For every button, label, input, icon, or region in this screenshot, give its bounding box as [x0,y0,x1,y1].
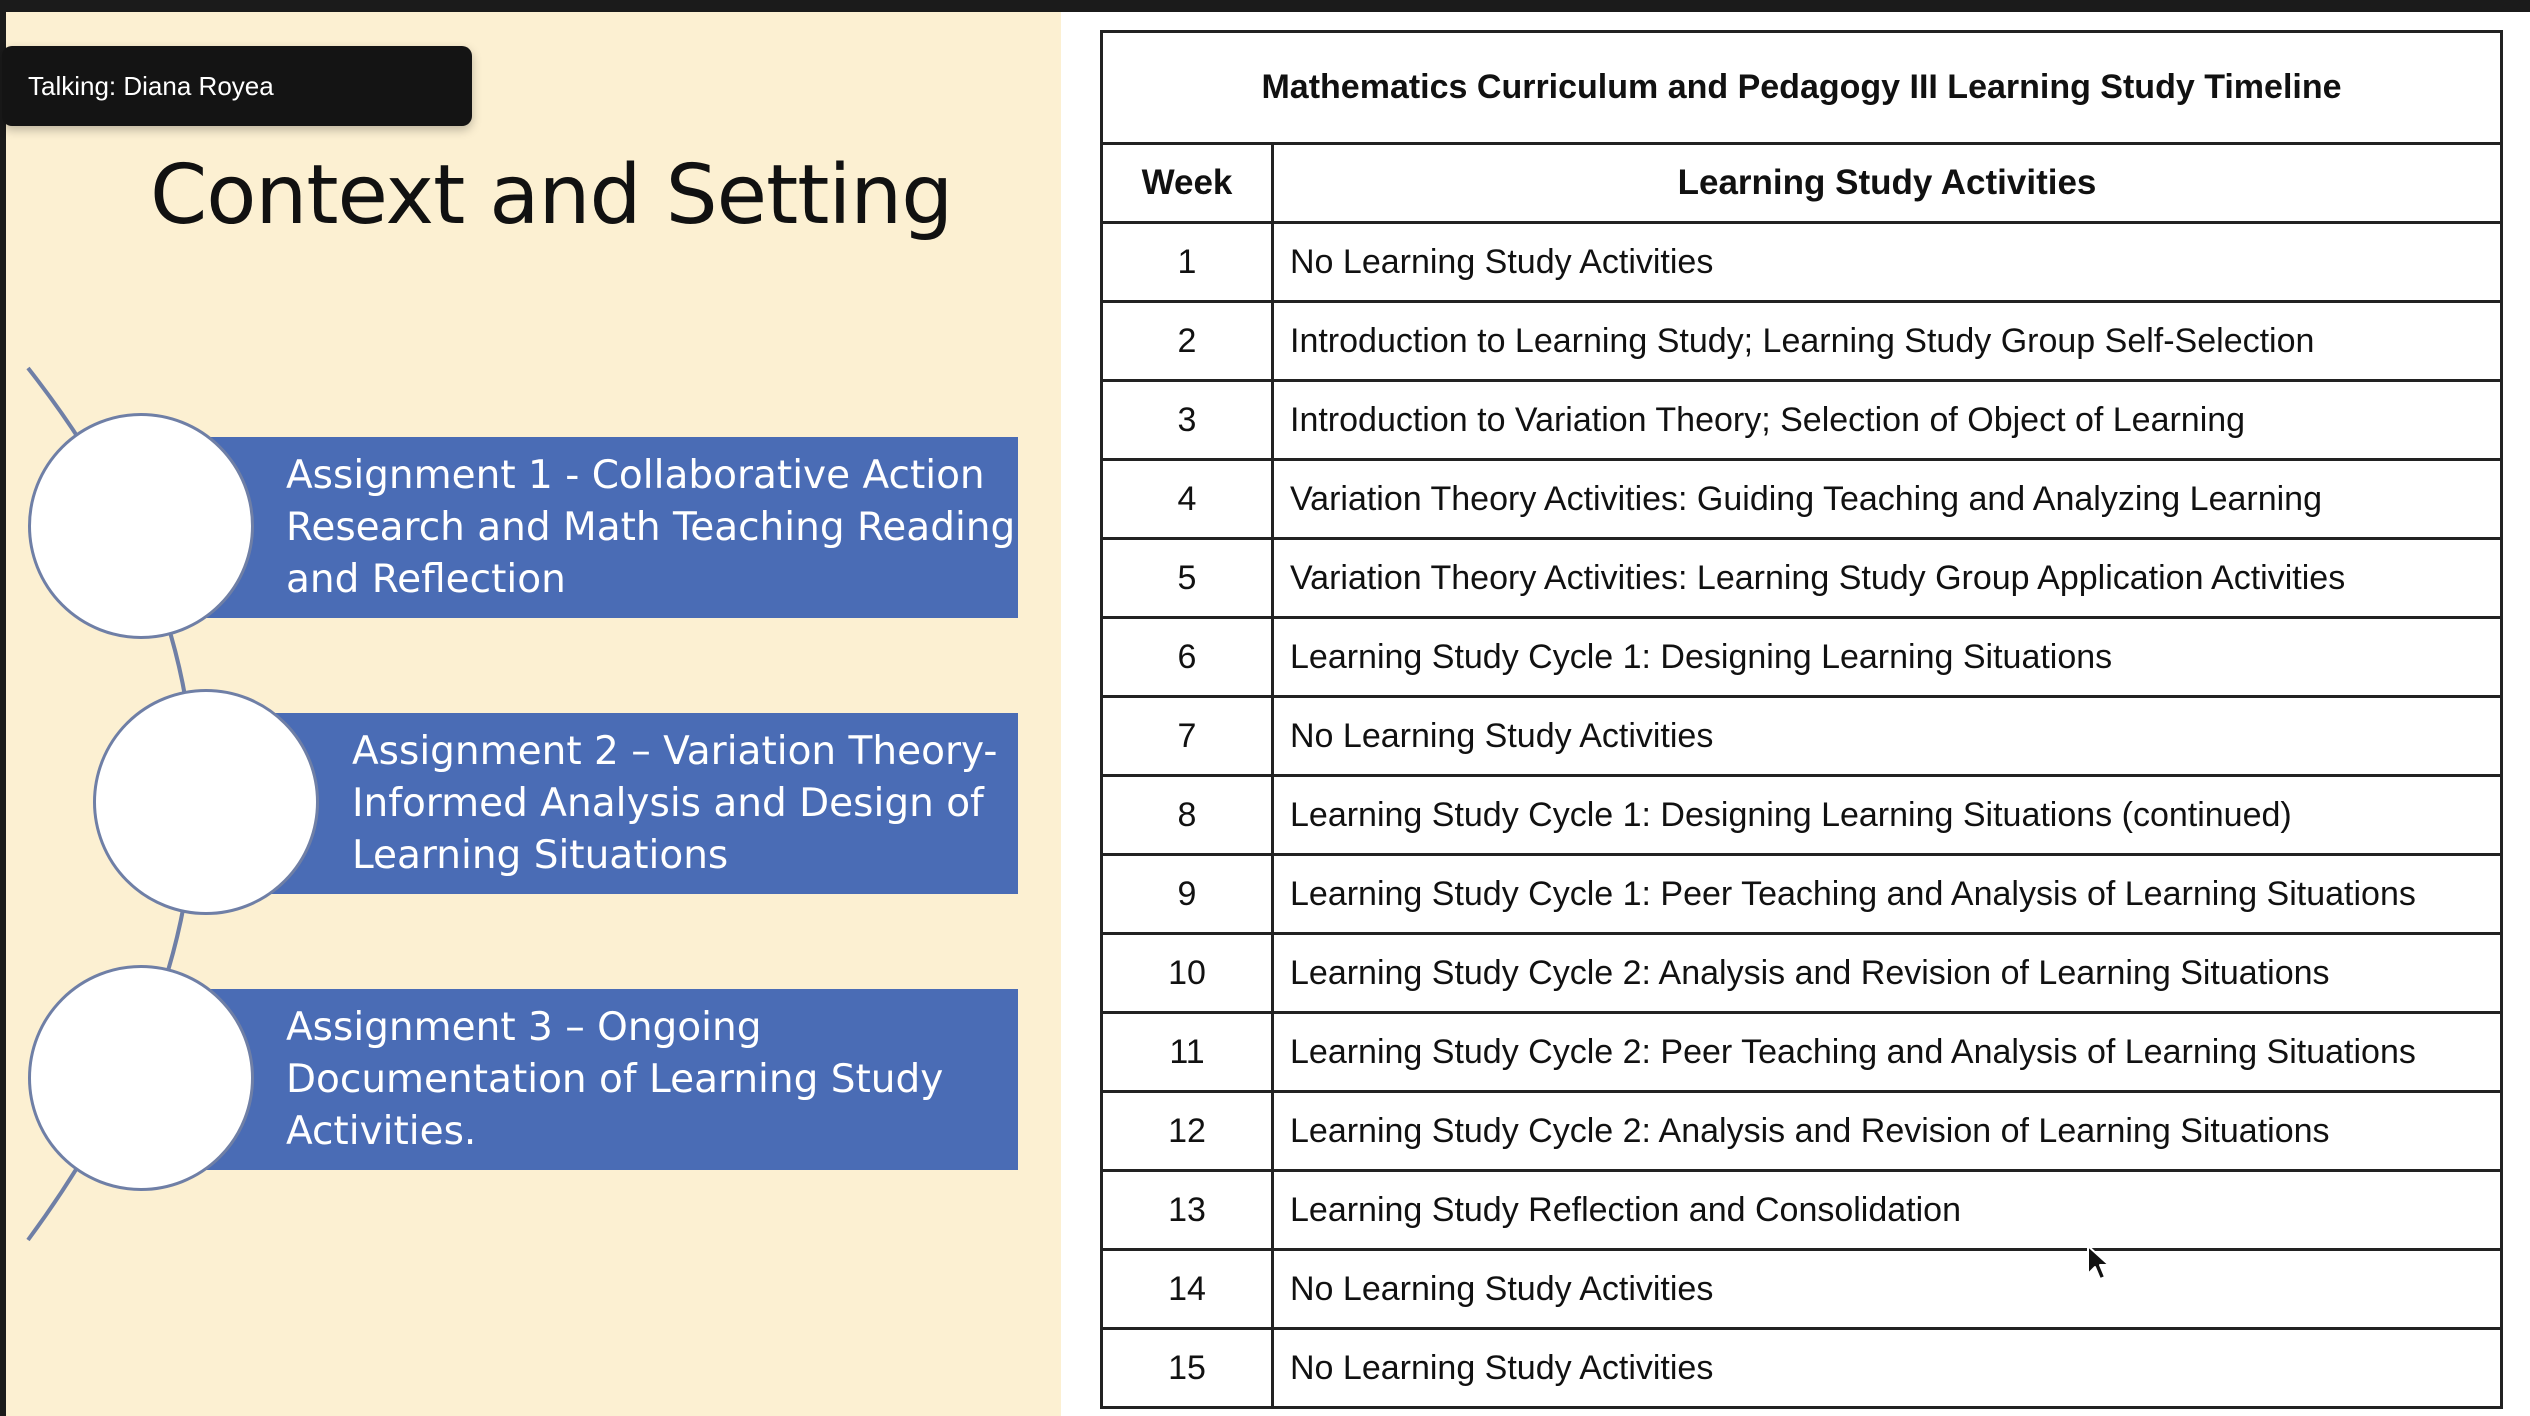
week-cell: 2 [1103,302,1273,381]
activity-cell: No Learning Study Activities [1290,1348,1714,1387]
activity-cell: No Learning Study Activities [1273,223,2501,302]
table-row [1103,697,2500,776]
column-header-activities: Learning Study Activities [1273,145,2501,223]
table-row [1103,618,2500,697]
assignment-2-line-3: Learning Situations [352,832,729,878]
assignment-band-1 [200,437,1018,618]
table-row [1103,1013,2500,1092]
table-row [1103,539,2500,618]
table-row [1103,302,2500,381]
table-row [1103,1092,2500,1171]
activity-cell: Variation Theory Activities: Learning Study Group Application Activities [1273,539,2501,618]
timeline-body [1103,223,2500,1407]
mouse-pointer-icon [2086,1244,2112,1282]
assignment-1-line-2: Research and Math Teaching Reading [286,504,1016,550]
week-cell: 8 [1103,776,1273,855]
table-row [1103,1250,2500,1329]
activity-cell: Learning Study Cycle 1: Designing Learning Situations [1273,618,2501,697]
table-row [1103,855,2500,934]
table-row [1103,776,2500,855]
activity-cell: No Learning Study Activities [1273,1250,2501,1329]
assignment-1-line-3: and Reflection [286,556,566,602]
assignment-3-line-1: Assignment 3 – Ongoing [286,1004,762,1050]
assignment-3-line-3: Activities. [286,1108,477,1154]
week-cell: 3 [1103,381,1273,460]
timeline-title: Mathematics Curriculum and Pedagogy III Learning Study Timeline [1103,33,2500,145]
table-row [1103,381,2500,460]
activity-cell: No Learning Study Activities [1273,697,2501,776]
activity-cell: Learning Study Cycle 2: Analysis and Revision of Learning Situations [1273,934,2501,1013]
activity-cell: Introduction to Learning Study; Learning Study Group Self-Selection [1273,302,2501,381]
table-header-row [1103,145,2500,223]
assignment-1-circle [28,413,254,639]
assignment-band-2 [266,713,1018,894]
week-cell: 14 [1103,1250,1273,1329]
assignment-3-circle [28,965,254,1191]
table-row [1103,223,2500,302]
assignment-band-3 [200,989,1018,1170]
activity-cell: Learning Study Reflection and Consolidation [1273,1171,2501,1250]
assignment-1-line-1: Assignment 1 - Collaborative Action [286,452,985,498]
week-cell: 10 [1103,934,1273,1013]
slide-title: Context and Setting [150,148,953,243]
activity-cell: Learning Study Cycle 2: Peer Teaching and Analysis of Learning Situations [1273,1013,2501,1092]
week-cell: 13 [1103,1171,1273,1250]
week-cell: 12 [1103,1092,1273,1171]
week-cell: 11 [1103,1013,1273,1092]
week-cell: 5 [1103,539,1273,618]
assignment-2-circle [93,689,319,915]
assignment-3-line-2: Documentation of Learning Study [286,1056,944,1102]
assignment-2-line-2: Informed Analysis and Design of [352,780,984,826]
table-row [1103,1329,2500,1407]
column-header-week: Week [1103,145,1273,223]
table-row [1103,460,2500,539]
activity-cell: Learning Study Cycle 2: Analysis and Revision of Learning Situations [1273,1092,2501,1171]
week-cell: 4 [1103,460,1273,539]
table-row [1103,1171,2500,1250]
activity-cell: Introduction to Variation Theory; Selection of Object of Learning [1273,381,2501,460]
activity-cell: Variation Theory Activities: Guiding Teaching and Analyzing Learning [1273,460,2501,539]
table-row [1103,934,2500,1013]
week-cell: 7 [1103,697,1273,776]
timeline-grid [1103,145,2500,1406]
week-cell: 1 [1103,223,1273,302]
assignment-2-line-1: Assignment 2 – Variation Theory- [352,728,998,774]
speaker-indicator-label: Talking: Diana Royea [28,71,274,101]
week-cell: 9 [1103,855,1273,934]
timeline-table [1100,30,2503,1409]
activity-cell: Learning Study Cycle 1: Peer Teaching and Analysis of Learning Situations [1273,855,2501,934]
activity-cell: Learning Study Cycle 1: Designing Learning Situations (continued) [1273,776,2501,855]
week-cell: 6 [1103,618,1273,697]
week-cell: 15 [1103,1329,1273,1407]
